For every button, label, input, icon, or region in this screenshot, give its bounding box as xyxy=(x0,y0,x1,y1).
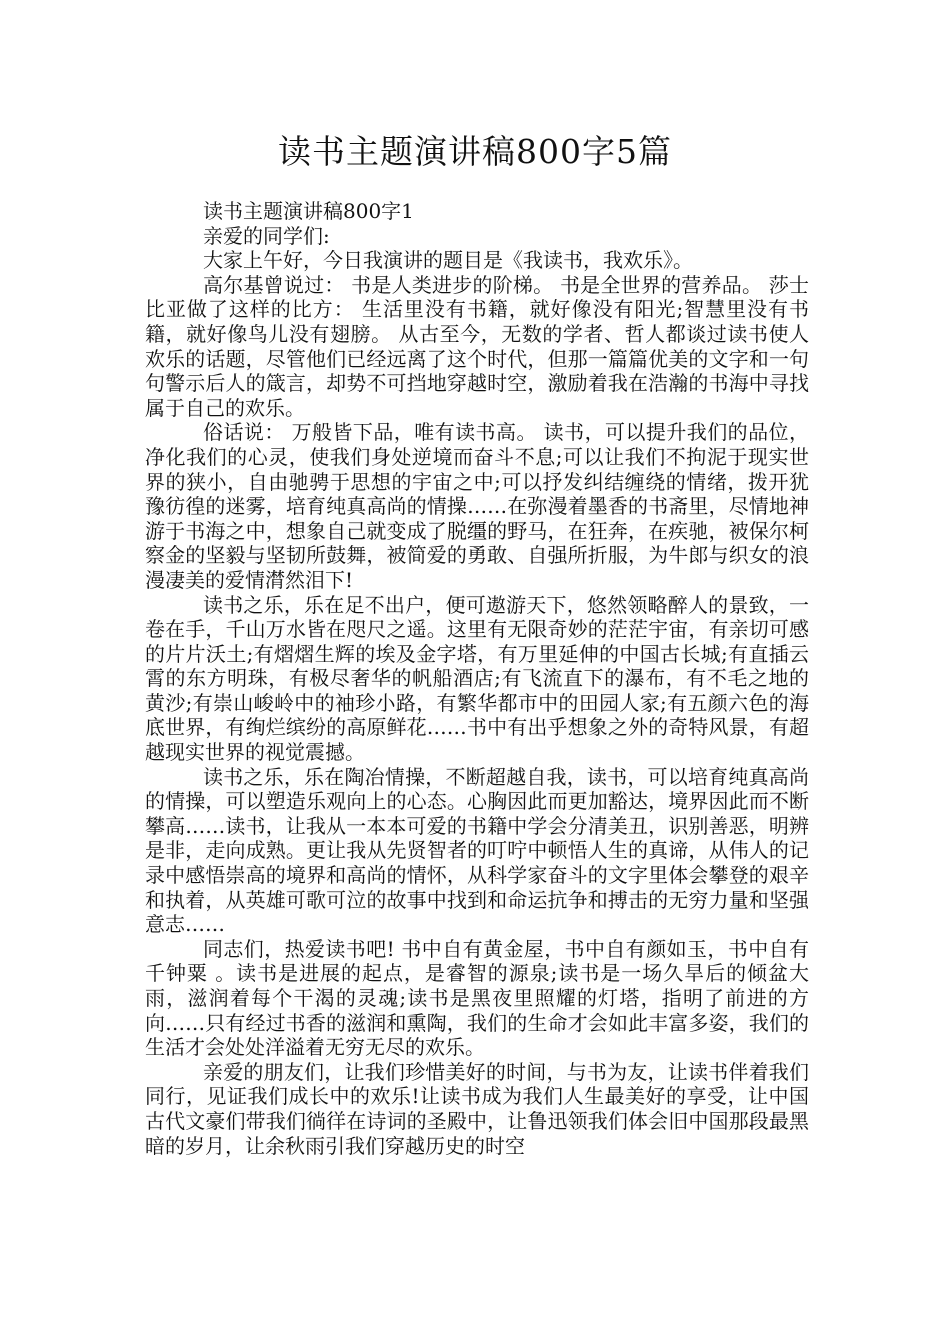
paragraph-4: 读书之乐，乐在足不出户，便可遨游天下，悠然领略醉人的景致，一卷在手，千山万水皆在咫尺之遥。这里有无限奇妙的茫茫宇宙，有亲切可感的片片沃土;有熠熠生辉的埃及金字塔，有万里延伸的中国古长城;有直插云霄的东方明珠，有极尽奢华的帆船酒店;有飞流直下的瀑布，有不毛之地的黄沙;有崇山峻岭中的袖珍小路，有繁华都市中的田园人家;有五颜六色的海底世界，有绚烂缤纷的高原鲜花……书中有出乎想象之外的奇特风景，有超越现实世界的视觉震撼。 xyxy=(145,592,809,765)
document-body xyxy=(145,199,809,1158)
paragraph-2: 高尔基曾说过： 书是人类进步的阶梯。 书是全世界的营养品。 莎士比亚做了这样的比方： 生活里没有书籍，就好像没有阳光;智慧里没有书籍，就好像鸟儿没有翅膀。 从古至今，无数的学者、哲人都谈过读书使人欢乐的话题，尽管他们已经远离了这个时代，但那一篇篇优美的文字和一句句警示后人的箴言，却势不可挡地穿越时空，激励着我在浩瀚的书海中寻找属于自己的欢乐。 xyxy=(145,272,809,420)
document-title: 读书主题演讲稿800字5篇 xyxy=(278,132,672,171)
section-heading: 读书主题演讲稿800字1 xyxy=(203,199,414,223)
paragraph-6: 同志们，热爱读书吧! 书中自有黄金屋，书中自有颜如玉，书中自有千钟粟 。读书是进展的起点，是睿智的源泉;读书是一场久旱后的倾盆大雨，滋润着每个干渴的灵魂;读书是黑夜里照耀的灯塔，指明了前进的方向……只有经过书香的滋润和熏陶，我们的生命才会如此丰富多姿，我们的生活才会处处洋溢着无穷无尽的欢乐。 xyxy=(145,936,809,1060)
greeting: 亲爱的同学们: xyxy=(203,223,330,248)
paragraph-5: 读书之乐，乐在陶冶情操，不断超越自我，读书，可以培育纯真高尚的情操，可以塑造乐观向上的心态。心胸因此而更加豁达，境界因此而不断攀高……读书，让我从一本本可爱的书籍中学会分清美丑，识别善恶，明辨是非，走向成熟。更让我从先贤智者的叮咛中顿悟人生的真谛，从伟人的记录中感悟崇高的境界和高尚的情怀，从科学家奋斗的文字里体会攀登的艰辛和执着，从英雄可歌可泣的故事中找到和命运抗争和搏击的无穷力量和坚强意志…… xyxy=(145,764,809,937)
paragraph-7: 亲爱的朋友们，让我们珍惜美好的时间，与书为友，让读书伴着我们同行，见证我们成长中的欢乐!让读书成为我们人生最美好的享受，让中国古代文豪们带我们徜徉在诗词的圣殿中，让鲁迅领我们体会旧中国那段最黑暗的岁月，让余秋雨引我们穿越历史的时空 xyxy=(145,1059,809,1158)
paragraph-3: 俗话说： 万般皆下品，唯有读书高。 读书，可以提升我们的品位，净化我们的心灵，使我们身处逆境而奋斗不息;可以让我们不拘泥于现实世界的狭小，自由驰骋于思想的宇宙之中;可以抒发纠结缠绕的情绪，拨开犹豫彷徨的迷雾，培育纯真高尚的情操……在弥漫着墨香的书斋里，尽情地神游于书海之中，想象自己就变成了脱缰的野马，在狂奔，在疾驰，被保尔柯察金的坚毅与坚韧所鼓舞，被简爱的勇敢、自强所折服，为牛郎与织女的浪漫凄美的爱情潸然泪下! xyxy=(145,420,809,592)
paragraph-1: 大家上午好，今日我演讲的题目是《我读书，我欢乐》。 xyxy=(203,248,693,273)
